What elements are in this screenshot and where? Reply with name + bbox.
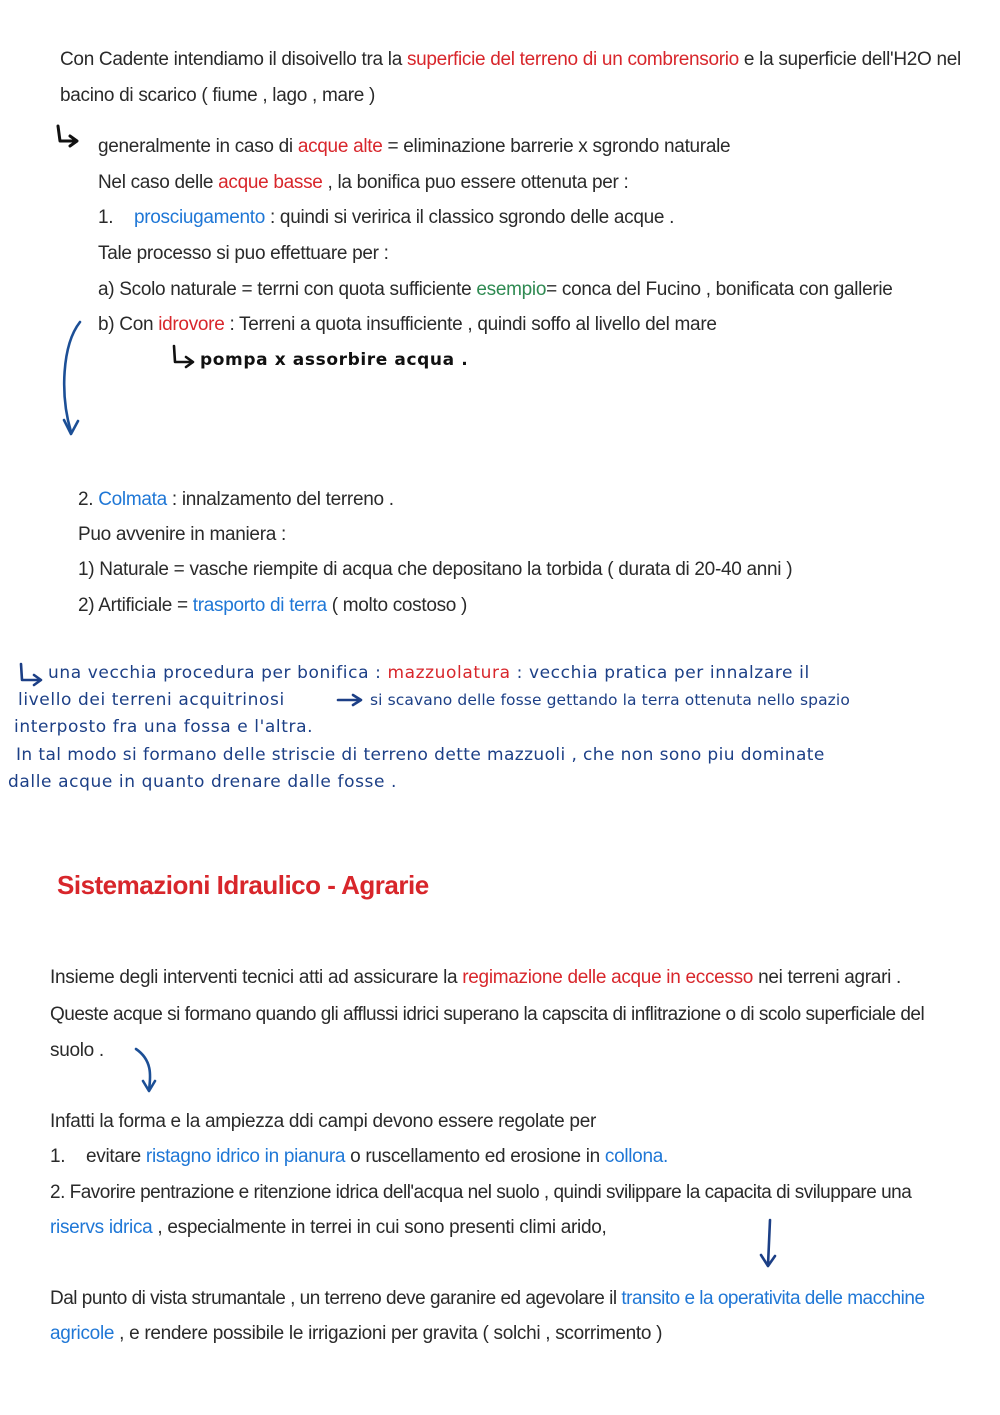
hook-arrow-icon	[174, 346, 193, 367]
text-run: : Terreni a quota insufficiente , quindi soffo al livello del mare	[224, 314, 717, 335]
text-run: 2) Artificiale =	[78, 595, 193, 616]
text-run: : vecchia pratica per innalzare il	[510, 663, 810, 683]
handwritten-note: pompa x assorbire acqua .	[200, 350, 469, 370]
text-run: Dal punto di vista strumantale , un terreno deve garanire ed agevolare il	[50, 1288, 622, 1309]
text-run: Con Cadente intendiamo il disoivello tra la	[60, 49, 407, 70]
text-run: 2.	[78, 489, 99, 510]
highlight-red: superficie del terreno di un combrensorio	[406, 49, 739, 70]
text-line: Puo avvenire in maniera :	[78, 524, 286, 545]
highlight-blue: prosciugamento	[134, 207, 265, 228]
hook-arrow-icon	[58, 126, 77, 146]
down-arrow-icon	[761, 1220, 775, 1266]
highlight-red: regimazione delle acque in eccesso	[462, 967, 754, 988]
text-run: generalmente in caso di	[98, 136, 298, 157]
text-line	[50, 966, 901, 990]
handwritten-note: In tal modo si formano delle striscie di terreno dette mazzuoli , che non sono piu dominate	[16, 745, 825, 765]
text-line	[50, 1287, 925, 1311]
highlight-blue: Colmata	[98, 489, 167, 510]
text-line: 1) Naturale = vasche riempite di acqua che depositano la torbida ( durata di 20-40 anni )	[78, 559, 793, 580]
text-run: ( molto costoso )	[326, 595, 468, 616]
text-run: una vecchia procedura per bonifica :	[48, 663, 388, 683]
text-line: suolo .	[50, 1040, 104, 1061]
highlight-blue: transito e la operativita delle macchine	[621, 1288, 925, 1309]
section-title: Sistemazioni Idraulico - Agrarie	[57, 870, 429, 900]
handwritten-note: interposto fra una fossa e l'altra.	[14, 717, 314, 737]
highlight-blue: collona.	[604, 1146, 668, 1167]
handwritten-note	[48, 662, 810, 684]
text-run: evitare	[86, 1146, 146, 1167]
handwritten-note: livello dei terreni acquitrinosi	[18, 690, 285, 710]
text-line: bacino di scarico ( fiume , lago , mare )	[60, 85, 376, 106]
text-run: Nel caso delle	[98, 172, 219, 193]
text-line	[98, 135, 730, 159]
highlight-red: idrovore	[158, 314, 225, 335]
text-run: : innalzamento del terreno .	[166, 489, 394, 510]
text-run: nei terreni agrari .	[753, 967, 901, 988]
text-run: b) Con	[98, 314, 159, 335]
curved-down-arrow-icon	[64, 322, 80, 434]
text-run: a) Scolo naturale = terrni con quota sufficiente	[98, 279, 477, 300]
text-line	[98, 313, 717, 337]
highlight-red: mazzuolatura	[387, 663, 511, 683]
text-line: Infatti la forma e la ampiezza ddi campi devono essere regolate per	[50, 1111, 596, 1132]
text-run: , la bonifica puo essere ottenuta per :	[322, 172, 629, 193]
text-run: Insieme degli interventi tecnici atti ad assicurare la	[50, 967, 463, 988]
text-run: = conca del Fucino , bonificata con gallerie	[546, 279, 893, 300]
text-line: Tale processo si puo effettuare per :	[98, 243, 389, 264]
list-number: 1.	[50, 1146, 66, 1167]
text-run: , especialmente in terrei in cui sono presenti climi arido,	[152, 1217, 607, 1238]
text-line	[60, 48, 961, 72]
highlight-red: acque basse	[218, 172, 323, 193]
text-line	[98, 278, 893, 302]
highlight-blue: trasporto di terra	[192, 595, 327, 616]
highlight-blue: agricole	[50, 1323, 115, 1344]
highlight-red: acque alte	[297, 136, 383, 157]
text-run: , e rendere possibile le irrigazioni per gravita ( solchi , scorrimento )	[114, 1323, 663, 1344]
text-line	[50, 1322, 662, 1346]
text-run: : quindi si veririca il classico sgrondo delle acque .	[265, 207, 675, 228]
text-line	[98, 171, 629, 195]
highlight-blue: riservs idrica	[50, 1217, 153, 1238]
curved-down-arrow-icon	[136, 1049, 155, 1091]
text-line	[78, 488, 394, 512]
handwritten-note: dalle acque in quanto drenare dalle fosse .	[8, 772, 398, 792]
text-line: 2. Favorire pentrazione e ritenzione idrica dell'acqua nel suolo , quindi svilippare la capacita di sviluppare una	[50, 1182, 912, 1203]
text-line: Queste acque si formano quando gli afflussi idrici superano la capscita di inflitrazione o di scolo superficiale del	[50, 1004, 925, 1025]
text-line	[78, 594, 467, 618]
hook-arrow-icon	[21, 664, 41, 685]
list-number: 1.	[98, 207, 114, 228]
handwritten-note: si scavano delle fosse gettando la terra ottenuta nello spazio	[370, 691, 850, 709]
text-run: o ruscellamento ed erosione in	[345, 1146, 605, 1167]
text-run: = eliminazione barrerie x sgrondo naturale	[382, 136, 731, 157]
text-line	[50, 1216, 607, 1240]
text-line	[134, 206, 674, 230]
highlight-blue: ristagno idrico in pianura	[145, 1146, 346, 1167]
text-run: e la superficie dell'H2O nel	[738, 49, 961, 70]
right-arrow-icon	[338, 695, 361, 705]
text-line	[86, 1145, 668, 1169]
highlight-green: esempio	[476, 279, 547, 300]
